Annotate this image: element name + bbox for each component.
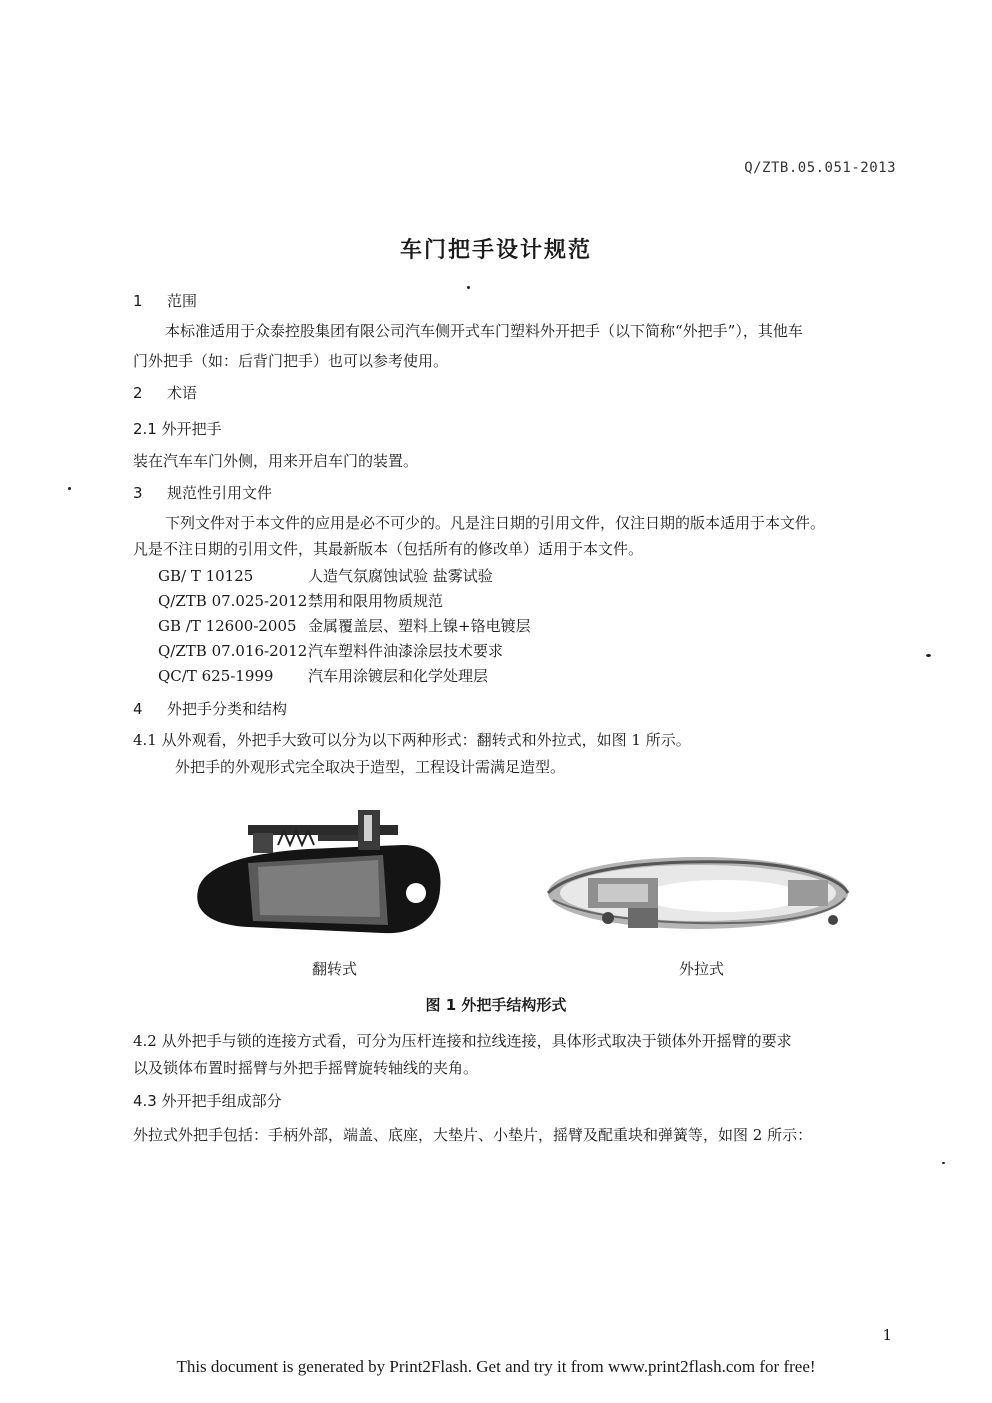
section-1-text-line1: 本标准适用于众泰控股集团有限公司汽车侧开式车门塑料外开把手（以下简称“外把手”），其他车: [165, 322, 803, 340]
section-title: 范围: [167, 292, 198, 310]
scan-speck: [467, 286, 470, 289]
section-1-heading: [133, 290, 197, 311]
section-1-text-line2: 门外把手（如：后背门把手）也可以参考使用。: [133, 352, 449, 370]
figure-caption: 图 1 外把手结构形式: [425, 996, 567, 1014]
reference-name: 金属覆盖层、塑料上镍+铬电镀层: [308, 617, 531, 635]
section-number: 2: [133, 384, 143, 402]
scan-speck: [926, 654, 931, 657]
reference-code: Q/ZTB 07.025-2012: [158, 592, 308, 610]
reference-item: [158, 615, 531, 636]
section-3-text-line1: 下列文件对于本文件的应用是必不可少的。凡是注日期的引用文件，仅注日期的版本适用于本文件。: [165, 514, 826, 532]
reference-code: Q/ZTB 07.016-2012: [158, 642, 308, 660]
reference-name: 人造气氛腐蚀试验 盐雾试验: [308, 567, 493, 585]
section-4-1-line1: 4.1 从外观看，外把手大致可以分为以下两种形式：翻转式和外拉式，如图 1 所示。: [133, 731, 691, 749]
page-title: 车门把手设计规范: [399, 238, 592, 263]
section-3-heading: [133, 482, 272, 503]
figure-left-label: 翻转式: [312, 960, 358, 978]
section-4-2-line2: 以及锁体布置时摇臂与外把手摇臂旋转轴线的夹角。: [133, 1059, 479, 1077]
reference-code: GB/ T 10125: [158, 567, 254, 585]
section-number: 4: [133, 700, 143, 718]
section-4-heading: [133, 698, 287, 719]
section-4-2-line1: 4.2 从外把手与锁的连接方式看，可分为压杆连接和拉线连接，具体形式取决于锁体外开摇臂的要求: [133, 1032, 792, 1050]
reference-item: [158, 665, 488, 686]
reference-item: [158, 565, 493, 586]
section-number: 1: [133, 292, 143, 310]
section-2-heading: [133, 382, 197, 403]
reference-item: [158, 590, 443, 611]
reference-item: [158, 640, 503, 661]
reference-name: 禁用和限用物质规范: [308, 592, 444, 610]
footer-notice: This document is generated by Print2Flash. Get and try it from www.print2flash.com for free!: [176, 1357, 816, 1376]
scan-speck: [68, 487, 71, 490]
flip-type-handle-image: [188, 805, 448, 945]
section-4-3-text: 外拉式外把手包括：手柄外部，端盖、底座，大垫片、小垫片，摇臂及配重块和弹簧等，如图 2 所示：: [133, 1126, 813, 1144]
reference-name: 汽车用涂镀层和化学处理层: [308, 667, 489, 685]
section-title: 外把手分类和结构: [167, 700, 288, 718]
section-2-1-text: 装在汽车车门外侧，用来开启车门的装置。: [133, 452, 419, 470]
document-number: Q/ZTB.05.051-2013: [744, 160, 896, 176]
section-title: 术语: [167, 384, 198, 402]
section-number: 3: [133, 484, 143, 502]
section-2-1-heading: 2.1 外开把手: [133, 420, 222, 438]
section-4-3-heading: 4.3 外开把手组成部分: [133, 1092, 282, 1110]
section-3-text-line2: 凡是不注日期的引用文件，其最新版本（包括所有的修改单）适用于本文件。: [133, 540, 644, 558]
section-title: 规范性引用文件: [167, 484, 273, 502]
reference-code: QC/T 625-1999: [158, 667, 274, 685]
reference-code: GB /T 12600-2005: [158, 617, 297, 635]
page-number: 1: [882, 1326, 892, 1344]
section-4-1-line2: 外把手的外观形式完全取决于造型，工程设计需满足造型。: [175, 758, 566, 776]
reference-name: 汽车塑料件油漆涂层技术要求: [308, 642, 504, 660]
pull-type-handle-image: [533, 838, 858, 948]
scan-speck: [942, 1162, 945, 1164]
figure-right-label: 外拉式: [679, 960, 725, 978]
